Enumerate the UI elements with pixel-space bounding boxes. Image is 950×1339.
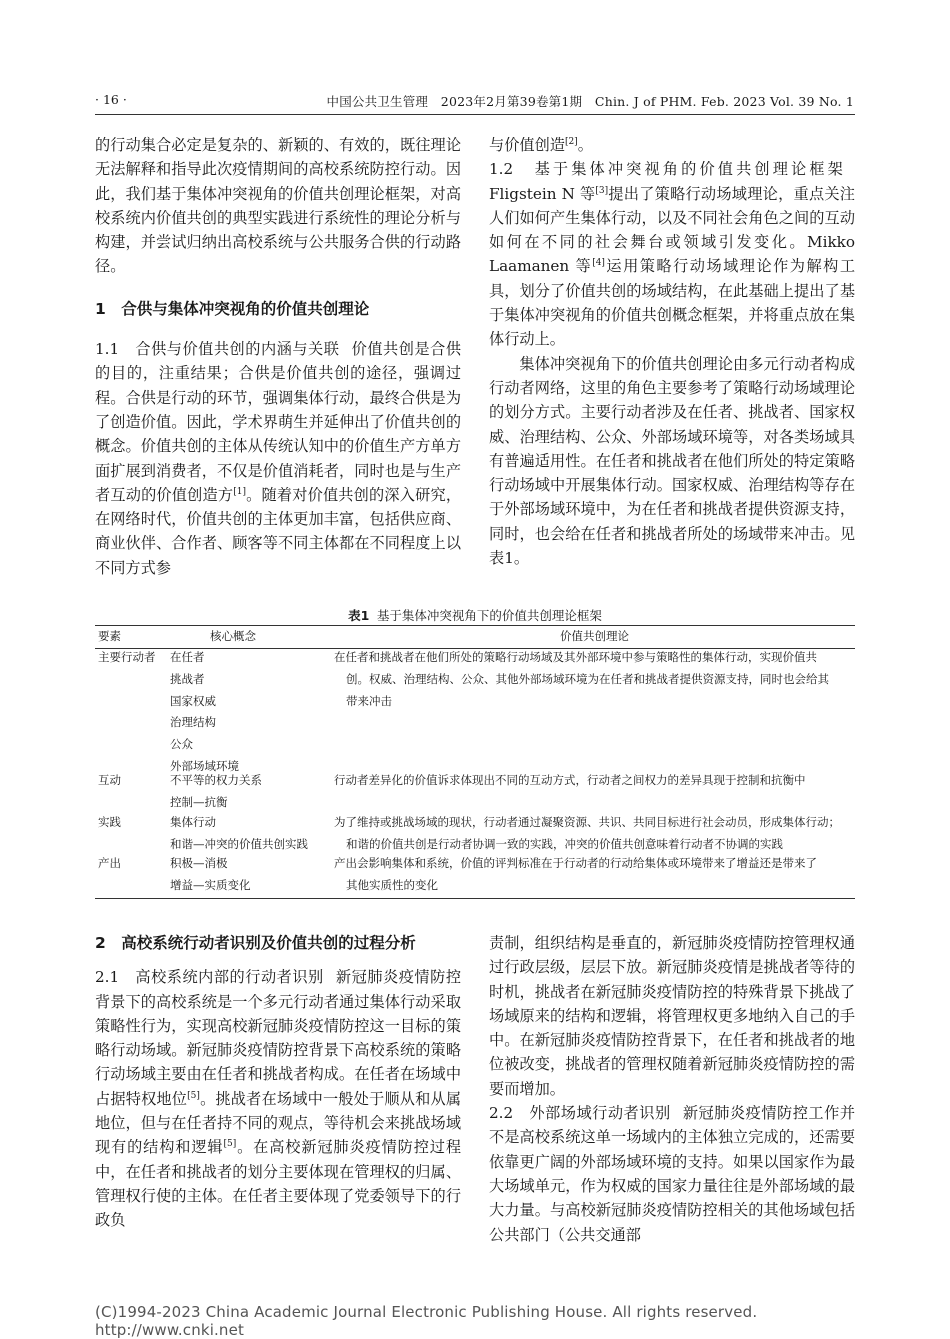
- table-concept: 国家权威: [170, 693, 216, 708]
- section-1-1-text: 价值共创是合供的目的，注重结果；合供是价值共创的途径，强调过程。合供是行动的环节，强调集体行动，最终合供是为了创造价值。因此，学术界萌生并延伸出了价值共创的概念。价值共创的主体从传统认知中的价值生产方单方面扩展到消费者，不仅是价值消耗者，同时也是与生产者互动的价值创造方: [95, 340, 462, 504]
- top-left-column: [95, 133, 461, 580]
- table-concept: 外部场域环境: [170, 758, 239, 773]
- continued-paragraph-2: 责制，组织结构是垂直的，新冠肺炎疫情防控管理权通过行政层级，层层下放。新冠肺炎疫情是挑战者等待的时机，挑战者在新冠肺炎疫情防控的特殊背景下挑战了场域原来的结构和逻辑，将管理权更多地纳入自己的手中。在新冠肺炎疫情防控背景下，在任者和挑战者的地位被改变，挑战者的管理权随着新冠肺炎疫情防控的需要而增加。: [489, 934, 855, 1098]
- page-number: · 16 ·: [95, 92, 127, 107]
- section-1-2-text: Fligstein N 等: [489, 184, 596, 203]
- table-element: 主要行动者: [98, 650, 156, 664]
- table-concept: 在任者: [170, 650, 205, 664]
- section-1-2-heading: 1.2 基于集体冲突视角的价值共创理论框架: [489, 160, 843, 179]
- section-2-1-text-end: 。在高校新冠肺炎疫情防控过程中，在任者和挑战者的划分主要体现在管理权的归属、管理权行使的主体。在任者主要体现了党委领导下的行政负: [95, 1138, 462, 1230]
- table-concept: 积极—消极: [170, 856, 228, 870]
- section-1-1-text-cont: 。随着对价值共创的深入研究，在网络时代，价值共创的主体更加丰富，包括供应商、商业伙伴、合作者、顾客等不同主体都在不同程度上以不同方式参: [95, 485, 462, 577]
- bottom-right-column: [489, 931, 855, 1247]
- section-2-1-paragraph: [95, 965, 461, 1232]
- table-col-concept: 核心概念: [210, 629, 256, 643]
- table-concept: 增益—实质变化: [170, 877, 251, 892]
- section-2-2-heading: 2.2 外部场域行动者识别: [489, 1104, 671, 1123]
- table-number: 表1: [348, 608, 370, 623]
- table-theory: [334, 647, 855, 712]
- section-1-1-heading: 1.1 合供与价值共创的内涵与关联: [95, 340, 340, 359]
- intro-paragraph: 的行动集合必定是复杂的、新颖的、有效的，既往理论无法解释和指导此次疫情期间的高校系统防控行动。因此，我们基于集体冲突视角的价值共创理论框架，对高校系统内价值共创的典型实践进行系统性的理论分析与构建，并尝试归纳出高校系统与公共服务合供的行动路径。: [95, 136, 461, 276]
- citation-ref: [5]: [187, 1090, 200, 1101]
- table-theory-line: 其他实质性的变化: [346, 877, 438, 892]
- section-2-2-paragraph: [489, 1101, 855, 1247]
- table-element: 实践: [98, 815, 121, 829]
- table-theory: [334, 812, 855, 856]
- table-element: 互动: [98, 773, 121, 787]
- table-concept-list: [170, 647, 335, 778]
- section-1-2-paragraph: [489, 157, 855, 351]
- section-2-title: 2 高校系统行动者识别及价值共创的过程分析: [95, 934, 416, 952]
- bottom-left-column: [95, 931, 461, 1233]
- table-theory: [334, 770, 855, 792]
- table-concept-list: [170, 770, 335, 814]
- table-concept-list: [170, 853, 335, 897]
- table-theory-line: 和谐的价值共创是行动者协调一致的实践，冲突的价值共创意味着行动者不协调的实践: [346, 836, 783, 851]
- table-theory-line: 在任者和挑战者在他们所处的策略行动场域及其外部环境中参与策略性的集体行动，实现价值共: [334, 650, 817, 664]
- table-theory: [334, 853, 855, 897]
- citation-ref: [3]: [595, 185, 609, 196]
- continued-paragraph: [489, 133, 855, 157]
- table-title: 基于集体冲突视角下的价值共创理论框架: [376, 608, 602, 623]
- section-1-2-text-cont: 提出了策略行动场域理论，重点关注人们如何产生集体行动，以及不同社会角色之间的互动如何在不同的社会舞台或领域引发变化。Mikko Laamanen 等: [489, 184, 855, 276]
- table-concept: 控制—抗衡: [170, 794, 228, 809]
- framework-paragraph: 集体冲突视角下的价值共创理论由多元行动者构成行动者网络，这里的角色主要参考了策略行动场域理论的划分方式。主要行动者涉及在任者、挑战者、国家权威、治理结构、公众、外部场域环境等，对各类场域具有普遍适用性。在任者和挑战者在他们所处的特定策略行动场域中开展集体行动。国家权威、治理结构等存在于外部场域环境中，为在任者和挑战者提供资源支持，同时，也会给在任者和挑战者所处的场域带来冲击。见表1。: [489, 354, 855, 568]
- table-concept: 治理结构: [170, 715, 216, 730]
- table-concept: 和谐—冲突的价值共创实践: [170, 836, 308, 851]
- citation-ref: [4]: [592, 258, 605, 269]
- table-concept: 公众: [170, 737, 193, 752]
- citation-ref: [1]: [233, 486, 246, 497]
- table-theory-line: 创。权威、治理结构、公众、其他外部场域环境为在任者和挑战者提供资源支持，同时也会给其: [346, 671, 829, 686]
- table-theory-line: 产出会影响集体和系统，价值的评判标准在于行动者的行动给集体或环境带来了增益还是带来了: [334, 856, 817, 870]
- continued-text: 与价值创造: [489, 136, 565, 154]
- journal-running-header: 中国公共卫生管理 2023年2月第39卷第1期 Chin. J of PHM. Feb. 2023 Vol. 39 No. 1: [326, 94, 854, 109]
- table-concept: 集体行动: [170, 815, 216, 829]
- table-col-element: 要素: [98, 629, 121, 643]
- table-concept: 挑战者: [170, 671, 205, 686]
- section-1-1-paragraph: [95, 337, 461, 580]
- top-right-column: [489, 133, 855, 570]
- table-theory-line: 带来冲击: [346, 693, 392, 708]
- table-concept: 不平等的权力关系: [170, 773, 262, 787]
- section-2-1-heading: 2.1 高校系统内部的行动者识别: [95, 968, 324, 987]
- table-element: 产出: [98, 856, 121, 870]
- table-col-theory: 价值共创理论: [560, 629, 629, 643]
- table-theory-line: 为了维持或挑战场域的现状，行动者通过凝聚资源、共识、共同目标进行社会动员，形成集体行动；: [334, 815, 840, 829]
- table-theory-line: 行动者差异化的价值诉求体现出不同的互动方式，行动者之间权力的差异具现于控制和抗衡中: [334, 773, 806, 787]
- copyright-footer: (C)1994-2023 China Academic Journal Electronic Publishing House. All rights reserved. http://www.cnki.net: [95, 1303, 758, 1339]
- header-rule: [95, 114, 855, 115]
- section-2-1-text-cont: 。挑战者在场域中一般处于顺从和从属地位，但与在任者持不同的观点，等待机会来挑战场域现有的结构和逻辑: [95, 1089, 462, 1157]
- table-bottom-rule: [95, 898, 855, 899]
- table-concept-list: [170, 812, 335, 856]
- continued-end: 。: [577, 136, 593, 154]
- section-2-1-text: 新冠肺炎疫情防控背景下的高校系统是一个多元行动者通过集体行动采取策略性行为，实现高校新冠肺炎疫情防控这一目标的策略行动场域。新冠肺炎疫情防控背景下高校系统的策略行动场域主要由在任者和挑战者构成。在任者在场域中占据特权地位: [95, 968, 462, 1108]
- section-2-2-text: 新冠肺炎疫情防控工作并不是高校系统这单一场域内的主体独立完成的，还需要依靠更广阔的外部场域环境的支持。如果以国家作为最大场域单元，作为权威的国家力量往往是外部场域的最大力量。与高校新冠肺炎疫情防控相关的其他场域包括公共部门（公共交通部: [489, 1104, 856, 1244]
- citation-ref: [5]: [223, 1139, 237, 1150]
- citation-ref: [2]: [564, 136, 578, 147]
- section-1-title: 1 合供与集体冲突视角的价值共创理论: [95, 299, 370, 318]
- table-caption: [95, 606, 855, 624]
- section-1-2-text-end: 运用策略行动场域理论作为解构工具，划分了价值共创的场域结构，在此基础上提出了基于集体冲突视角的价值共创概念框架，并将重点放在集体行动上。: [489, 257, 856, 349]
